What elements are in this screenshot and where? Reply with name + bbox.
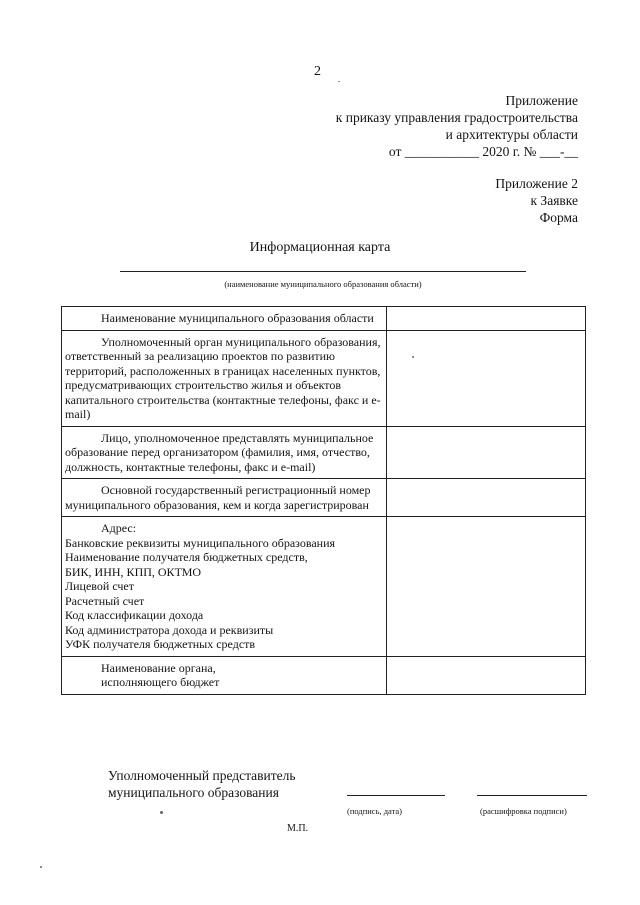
row-label-cell <box>62 656 387 694</box>
scan-speck <box>412 356 414 358</box>
row-label-cell <box>62 426 387 479</box>
row-label: Основной государственный регистрационный номер муниципального образования, кем и когда зарегистрирован <box>65 483 371 512</box>
municipality-caption: (наименование муниципального образования области) <box>224 279 422 289</box>
representative-label: Уполномоченный представитель муниципального образования <box>108 768 296 800</box>
row-value-field[interactable] <box>386 307 585 331</box>
decoding-caption: (расшифровка подписи) <box>480 806 567 816</box>
appendix-header-line: Приложение <box>505 93 578 108</box>
row-value-field[interactable] <box>386 330 585 426</box>
appendix2-line: Приложение 2 <box>495 176 578 191</box>
appendix-header-line: к приказу управления градостроительства <box>335 110 578 125</box>
bank-details-label <box>65 521 384 652</box>
row-label: Наименование муниципального образования области <box>101 311 374 325</box>
info-card-table <box>61 306 586 695</box>
document-title: Информационная карта <box>249 240 391 255</box>
table-row <box>62 517 586 657</box>
row-value-field[interactable] <box>386 517 585 657</box>
table-row <box>62 656 586 694</box>
table-row <box>62 426 586 479</box>
appendix2-header <box>495 175 578 226</box>
row-label-cell <box>62 479 387 517</box>
signature-caption: (подпись, дата) <box>347 806 403 816</box>
signature-line <box>347 795 445 796</box>
stamp-label: М.П. <box>287 823 309 834</box>
row-label: Лицо, уполномоченное представлять муниципальное образование перед организатором (фамилия, имя, отчество, должность, контактные телефоны, факс и e-mail) <box>65 430 374 474</box>
row-label: Наименование органа, исполняющего бюджет <box>101 660 220 689</box>
appendix-header <box>336 92 578 160</box>
municipality-name-line <box>120 271 526 272</box>
row-label-cell <box>62 517 387 657</box>
table-row <box>62 479 586 517</box>
decoding-line <box>477 795 587 796</box>
appendix2-form-label: Форма <box>539 210 578 225</box>
page-number: 2 <box>314 64 321 79</box>
appendix2-line: к Заявке <box>530 193 578 208</box>
appendix-header-line: и архитектуры области <box>445 127 578 142</box>
row-value-field[interactable] <box>386 656 585 694</box>
row-label: Уполномоченный орган муниципального образования, ответственный за реализацию проектов по развитию территорий, расположенных в границах населенных пунктов, предусматривающих строительство жилья и объектов капитального строительства (контактные телефоны, факс и e-mail) <box>65 334 381 421</box>
row-label-cell <box>62 307 387 331</box>
row-value-field[interactable] <box>386 426 585 479</box>
bank-details-text: Адрес: Банковские реквизиты муниципального образования Наименование получателя бюджетных средств, БИК, ИНН, КПП, ОКТМО Лицевой счет Расчетный счет Код классификации дохода Код администратора дохода и реквизиты УФК получателя бюджетных средств <box>65 521 336 651</box>
scan-speck <box>40 866 42 868</box>
scan-speck <box>338 81 340 82</box>
row-value-field[interactable] <box>386 479 585 517</box>
appendix-header-date-line: от ___________ 2020 г. № ___-__ <box>388 144 578 159</box>
table-row <box>62 307 586 331</box>
scan-speck <box>160 811 163 814</box>
row-label-cell <box>62 330 387 426</box>
table-row <box>62 330 586 426</box>
